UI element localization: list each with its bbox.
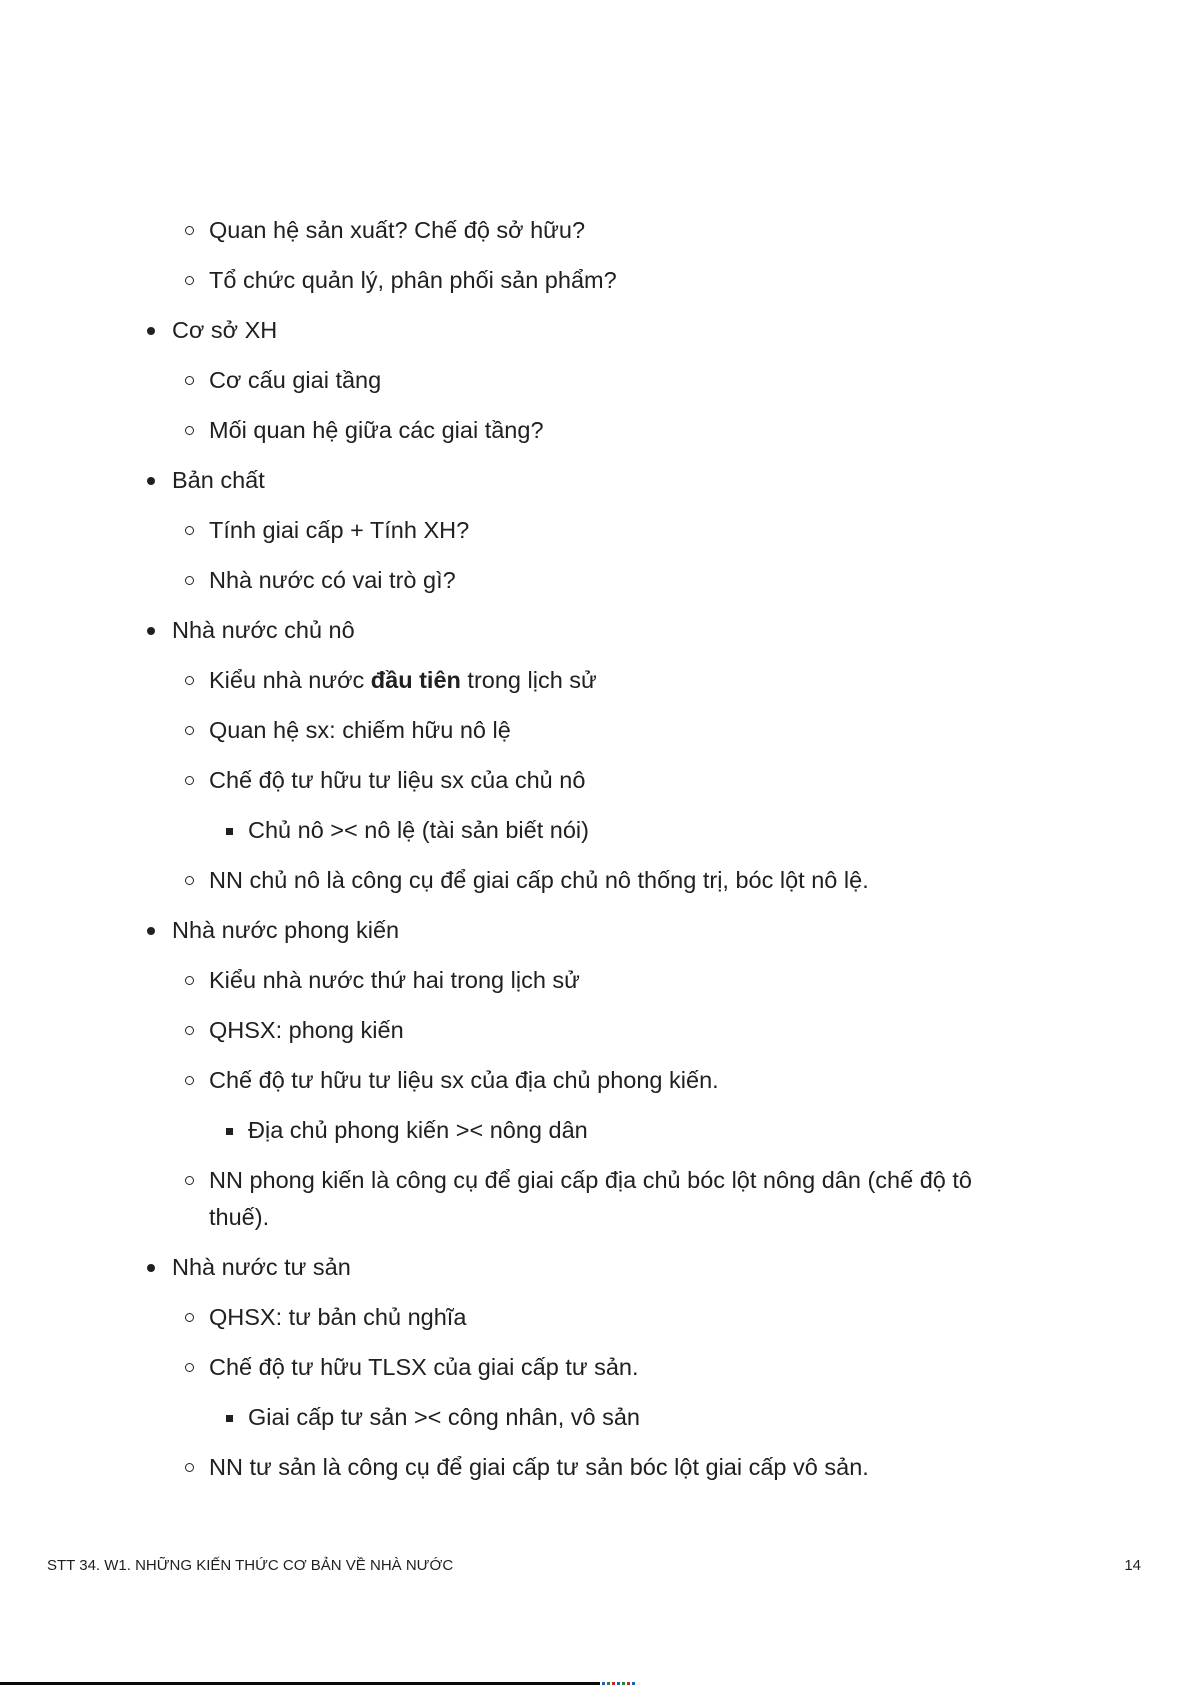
- bullet-disc-icon: [147, 1264, 155, 1272]
- list-item-text-segment: NN phong kiến là công cụ để giai cấp địa chủ bóc lột nông dân (chế độ tô thuế).: [209, 1167, 972, 1230]
- list-item-text: [209, 1162, 986, 1236]
- list-item-text: [209, 762, 986, 799]
- list-item-text: [172, 1249, 986, 1286]
- list-item-text: [209, 1012, 986, 1049]
- list-item-text-segment: Tính giai cấp + Tính XH?: [209, 517, 470, 543]
- list-item-text-segment: NN tư sản là công cụ để giai cấp tư sản bóc lột giai cấp vô sản.: [209, 1454, 869, 1480]
- list-item-text: [248, 1399, 986, 1436]
- list-item-text-segment: Nhà nước tư sản: [172, 1254, 351, 1280]
- list-item-text-segment: Quan hệ sx: chiếm hữu nô lệ: [209, 717, 511, 743]
- list-item-text: [209, 1449, 986, 1486]
- list-item-text: [209, 962, 986, 999]
- list-item-text: [172, 462, 986, 499]
- bullet-disc-icon: [147, 927, 155, 935]
- list-item-text: [209, 1349, 986, 1386]
- list-item: [0, 812, 1191, 849]
- list-item-text: [209, 262, 986, 299]
- list-item-text: [172, 312, 986, 349]
- list-item-text: [248, 1112, 986, 1149]
- list-item-text-segment: Nhà nước chủ nô: [172, 617, 355, 643]
- list-item: [0, 312, 1191, 349]
- list-item: [0, 362, 1191, 399]
- list-item-text: [209, 712, 986, 749]
- list-item-text-segment: Chế độ tư hữu tư liệu sx của chủ nô: [209, 767, 586, 793]
- list-item-text: [209, 562, 986, 599]
- list-item: [0, 1449, 1191, 1486]
- list-item-text: [209, 212, 986, 249]
- list-item: [0, 262, 1191, 299]
- bullet-disc-icon: [147, 477, 155, 485]
- list-item-text: [209, 1062, 986, 1099]
- bullet-circle-icon: [185, 1463, 194, 1472]
- list-item-text-segment: QHSX: phong kiến: [209, 1017, 404, 1043]
- list-item-text-segment: Cơ cấu giai tầng: [209, 367, 382, 393]
- bullet-circle-icon: [185, 876, 194, 885]
- bullet-circle-icon: [185, 726, 194, 735]
- list-item: [0, 1349, 1191, 1386]
- list-item: [0, 1399, 1191, 1436]
- bullet-circle-icon: [185, 426, 194, 435]
- list-item: [0, 1062, 1191, 1099]
- list-item-text-segment: Quan hệ sản xuất? Chế độ sở hữu?: [209, 217, 586, 243]
- list-item: [0, 1112, 1191, 1149]
- list-item: [0, 562, 1191, 599]
- list-item-text: [172, 612, 986, 649]
- list-item-text: [209, 362, 986, 399]
- bullet-circle-icon: [185, 1363, 194, 1372]
- bullet-circle-icon: [185, 1076, 194, 1085]
- list-item: [0, 1162, 1191, 1236]
- page-number: 14: [1124, 1557, 1141, 1574]
- list-item-text: [209, 862, 986, 899]
- list-item: [0, 412, 1191, 449]
- bullet-circle-icon: [185, 276, 194, 285]
- bullet-disc-icon: [147, 327, 155, 335]
- list-item: [0, 962, 1191, 999]
- list-item-text: [248, 812, 986, 849]
- list-item-text-segment: Nhà nước phong kiến: [172, 917, 400, 943]
- list-item-text-segment: Địa chủ phong kiến >< nông dân: [248, 1117, 588, 1143]
- bullet-circle-icon: [185, 576, 194, 585]
- list-item: [0, 512, 1191, 549]
- list-item-text-segment: Kiểu nhà nước thứ hai trong lịch sử: [209, 967, 580, 993]
- list-item: [0, 662, 1191, 699]
- bullet-circle-icon: [185, 976, 194, 985]
- bullet-square-icon: [226, 828, 233, 835]
- bullet-square-icon: [226, 1128, 233, 1135]
- list-item-text-segment: Chế độ tư hữu tư liệu sx của địa chủ phong kiến.: [209, 1067, 719, 1093]
- list-item-text: [209, 512, 986, 549]
- list-item-text: [209, 662, 986, 699]
- bullet-circle-icon: [185, 376, 194, 385]
- bullet-circle-icon: [185, 1176, 194, 1185]
- list-item-text: [209, 412, 986, 449]
- list-item-text-segment: Kiểu nhà nước: [209, 667, 371, 693]
- bullet-circle-icon: [185, 1026, 194, 1035]
- list-item: [0, 1012, 1191, 1049]
- bullet-disc-icon: [147, 627, 155, 635]
- list-item-text-segment: Giai cấp tư sản >< công nhân, vô sản: [248, 1404, 640, 1430]
- page-footer: [47, 1556, 1141, 1576]
- list-item-text-segment: Tổ chức quản lý, phân phối sản phẩm?: [209, 267, 617, 293]
- bullet-circle-icon: [185, 226, 194, 235]
- bullet-circle-icon: [185, 676, 194, 685]
- bullet-square-icon: [226, 1415, 233, 1422]
- list-item-text-segment: Chủ nô >< nô lệ (tài sản biết nói): [248, 817, 589, 843]
- list-item-text-segment: Mối quan hệ giữa các giai tầng?: [209, 417, 544, 443]
- list-item: [0, 912, 1191, 949]
- list-item-text-segment: QHSX: tư bản chủ nghĩa: [209, 1304, 467, 1330]
- bullet-circle-icon: [185, 1313, 194, 1322]
- list-item-text-bold-segment: đầu tiên: [370, 667, 461, 693]
- list-item-text-segment: Bản chất: [172, 467, 265, 493]
- list-item-text-segment: Nhà nước có vai trò gì?: [209, 567, 456, 593]
- list-item: [0, 212, 1191, 249]
- bullet-circle-icon: [185, 526, 194, 535]
- bullet-circle-icon: [185, 776, 194, 785]
- list-item-text-segment: Cơ sở XH: [172, 317, 278, 343]
- list-item: [0, 1299, 1191, 1336]
- footer-title: STT 34. W1. NHỮNG KIẾN THỨC CƠ BẢN VỀ NHÀ NƯỚC: [47, 1557, 454, 1574]
- list-item: [0, 1249, 1191, 1286]
- list-item-text: [172, 912, 986, 949]
- list-item: [0, 462, 1191, 499]
- list-item: [0, 712, 1191, 749]
- list-item-text-segment: trong lịch sử: [460, 667, 597, 693]
- list-item-text-segment: NN chủ nô là công cụ để giai cấp chủ nô thống trị, bóc lột nô lệ.: [209, 867, 869, 893]
- list-item-text: [209, 1299, 986, 1336]
- list-item: [0, 612, 1191, 649]
- list-item: [0, 862, 1191, 899]
- list-item: [0, 762, 1191, 799]
- list-item-text-segment: Chế độ tư hữu TLSX của giai cấp tư sản.: [209, 1354, 639, 1380]
